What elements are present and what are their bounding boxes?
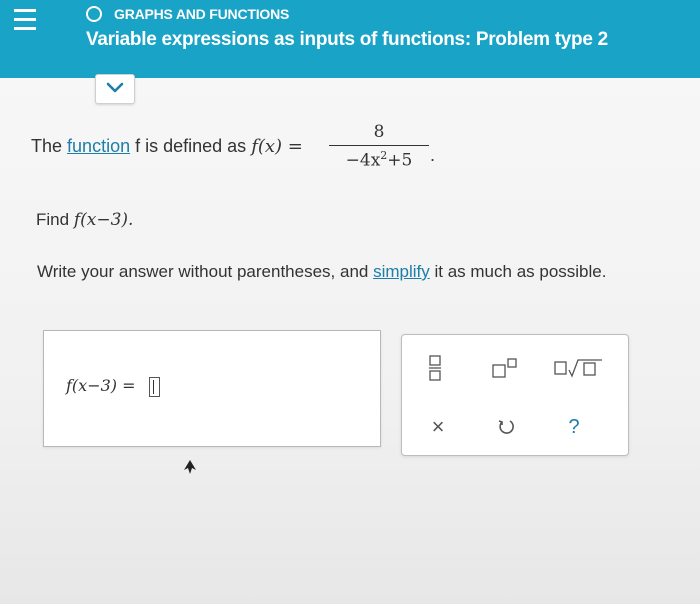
function-fraction [329,122,429,171]
find-line [36,210,133,230]
answer-input[interactable] [149,377,160,397]
answer-label: f(x−3) = [66,376,136,395]
find-expression: f(x−3). [73,210,134,230]
topic-row [86,3,289,25]
help-button[interactable] [562,413,586,441]
page-title: Variable expressions as inputs of functions: Problem type 2 [86,29,608,50]
undo-button[interactable] [494,413,518,441]
simplify-link[interactable]: simplify [373,262,430,281]
square-root-button[interactable] [552,353,606,383]
cursor-icon [184,460,196,474]
denominator-exponent: 2 [380,149,388,162]
function-link[interactable]: function [67,136,131,156]
menu-icon[interactable] [14,9,36,37]
intro-middle: f is defined as [135,136,247,156]
instruction-text [37,262,606,282]
chevron-down-icon [105,81,125,95]
statement-period: . [430,145,436,165]
fraction-icon [428,355,442,381]
topic-progress-icon [86,6,102,22]
instruction-suffix: it as much as possible. [434,262,607,281]
find-prefix: Find [36,210,70,229]
math-toolbar [401,334,629,456]
answer-expression [66,376,160,397]
function-lhs: f(x) = [251,136,303,157]
denominator-base: −4x [345,150,381,171]
instruction-prefix: Write your answer without parentheses, and [37,262,369,281]
square-root-icon [554,358,604,378]
undo-icon [497,418,515,436]
fraction-denominator [329,149,429,171]
problem-statement [31,136,303,157]
expand-toggle-button[interactable] [95,74,135,104]
header-bar [0,0,700,78]
clear-button[interactable] [426,413,450,441]
fraction-bar [329,145,429,146]
clear-icon: × [431,414,445,439]
fraction-button[interactable] [422,353,448,383]
superscript-button[interactable] [488,353,522,383]
intro-prefix: The [31,136,63,156]
denominator-tail: +5 [387,150,413,171]
answer-input-area[interactable] [43,330,381,447]
topic-label: GRAPHS AND FUNCTIONS [114,6,290,22]
help-icon: ? [568,415,580,438]
fraction-numerator: 8 [373,122,385,142]
superscript-icon [492,358,518,378]
